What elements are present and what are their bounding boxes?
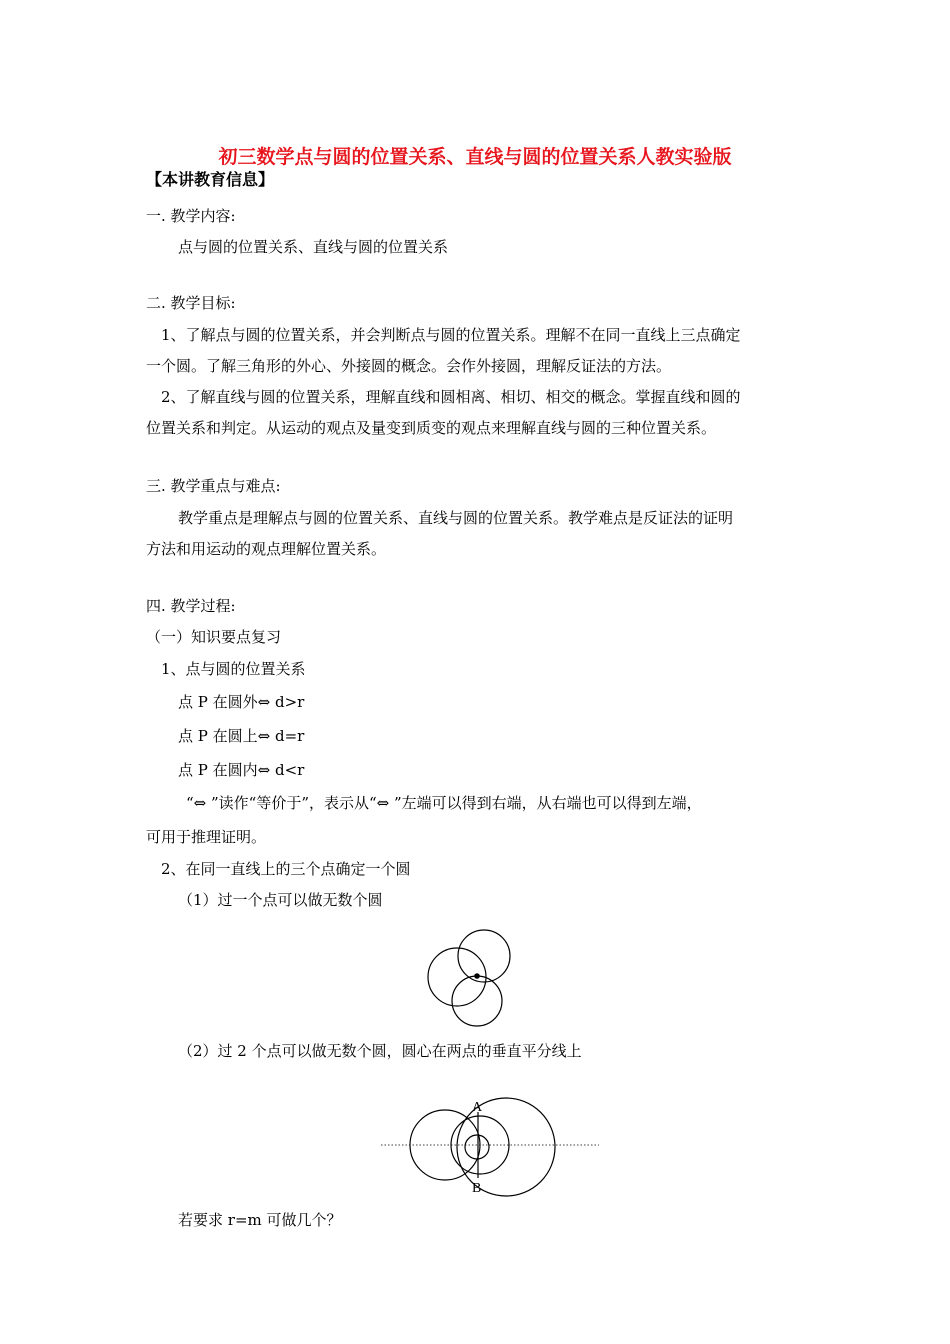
section2-item2-line2: 位置关系和判定。从运动的观点及量变到质变的观点来理解直线与圆的三种位置关系。 bbox=[146, 419, 717, 437]
circle-upper-right bbox=[458, 930, 510, 982]
circle-small bbox=[465, 1135, 489, 1159]
question-text: 若要求 r=m 可做几个？ bbox=[178, 1211, 342, 1229]
section3-body-line2: 方法和用运动的观点理解位置关系。 bbox=[146, 540, 387, 558]
case1-text: （1）过一个点可以做无数个圆 bbox=[178, 891, 383, 909]
info-heading: 【本讲教育信息】 bbox=[146, 170, 275, 189]
document-title: 初三数学点与圆的位置关系、直线与圆的位置关系人教实验版 bbox=[218, 146, 732, 168]
section1-heading: 一. 教学内容: bbox=[146, 207, 236, 225]
section2-item1-line2: 一个圆。了解三角形的外心、外接圆的概念。会作外接圆，理解反证法的方法。 bbox=[146, 357, 672, 375]
label-b: B bbox=[472, 1181, 482, 1196]
common-point bbox=[474, 973, 480, 979]
section2-item1-line1: 1、了解点与圆的位置关系，并会判断点与圆的位置关系。理解不在同一直线上三点确定 bbox=[161, 326, 741, 344]
three-circles-figure bbox=[420, 925, 520, 1030]
relation-inside: 点 P 在圆内⇔ d<r bbox=[178, 761, 305, 779]
label-a: A bbox=[472, 1100, 483, 1115]
section1-body: 点与圆的位置关系、直线与圆的位置关系 bbox=[178, 238, 449, 256]
section4-point2: 2、在同一直线上的三个点确定一个圆 bbox=[161, 860, 411, 878]
section4-point1: 1、点与圆的位置关系 bbox=[161, 660, 306, 678]
two-point-circles-figure bbox=[375, 1090, 605, 1200]
section3-body-line1: 教学重点是理解点与圆的位置关系、直线与圆的位置关系。教学难点是反证法的证明 bbox=[178, 509, 734, 527]
section3-heading: 三. 教学重点与难点: bbox=[146, 477, 281, 495]
circle-lower bbox=[452, 976, 502, 1026]
case2-text: （2）过 2 个点可以做无数个圆，圆心在两点的垂直平分线上 bbox=[178, 1042, 582, 1060]
section4-sub1: （一）知识要点复习 bbox=[146, 628, 282, 646]
section2-heading: 二. 教学目标: bbox=[146, 294, 236, 312]
section2-item2-line1: 2、了解直线与圆的位置关系，理解直线和圆相离、相切、相交的概念。掌握直线和圆的 bbox=[161, 388, 741, 406]
relation-outside: 点 P 在圆外⇔ d>r bbox=[178, 693, 305, 711]
equivalence-note-line2: 可用于推理证明。 bbox=[146, 828, 267, 846]
relation-on: 点 P 在圆上⇔ d=r bbox=[178, 727, 305, 745]
equivalence-note-line1: “⇔ ”读作“等价于”，表示从“⇔ ”左端可以得到右端，从右端也可以得到左端， bbox=[186, 794, 702, 812]
section4-heading: 四. 教学过程: bbox=[146, 597, 236, 615]
